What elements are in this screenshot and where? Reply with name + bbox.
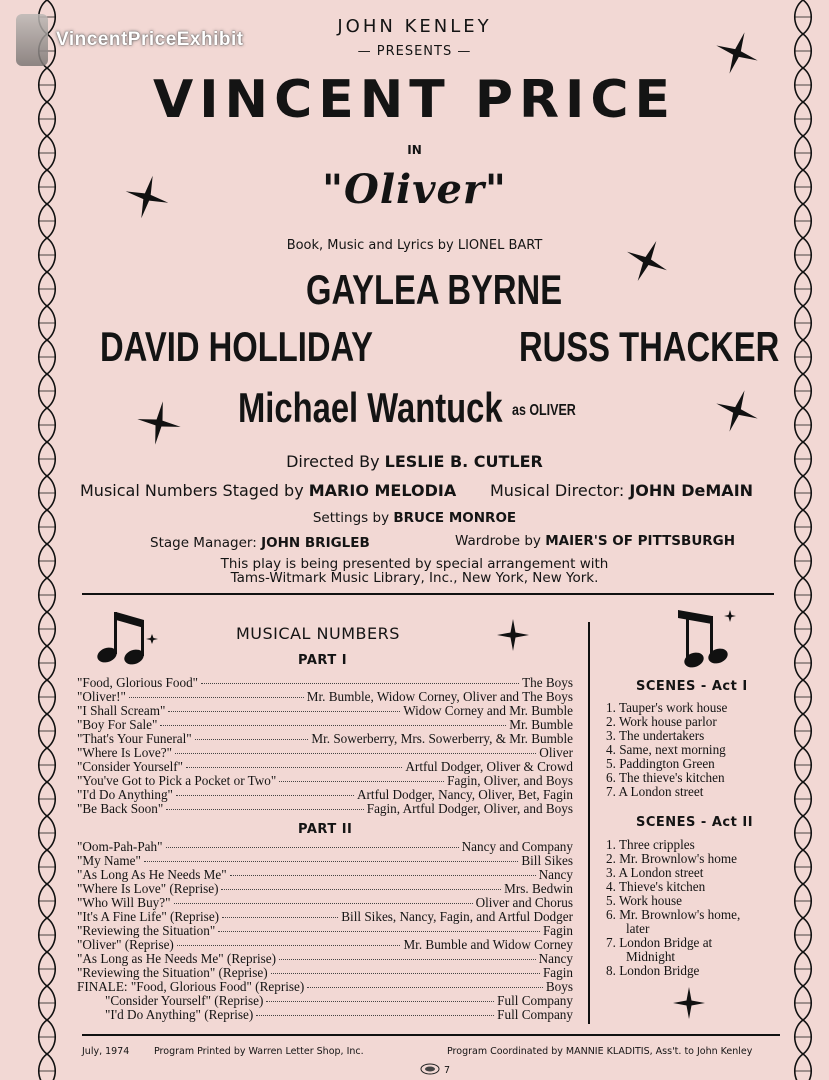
song-performers: Nancy and Company [461,839,573,854]
song-title: "Where Is Love?" [77,745,172,760]
watermark-text: VincentPriceExhibit [56,29,244,50]
song-title: "Oom-Pah-Pah" [77,839,163,854]
song-row [77,909,573,923]
footer-date: July, 1974 [82,1046,130,1057]
song-title: "Reviewing the Situation" [77,923,216,938]
song-performers: Full Company [497,1007,573,1022]
cast-lead-3: RUSS THACKER [519,323,780,370]
song-title: "Where Is Love" (Reprise) [77,881,219,896]
song-row [77,787,573,801]
divider-top [82,593,774,595]
scene-item: 7. A London street [606,784,704,799]
union-bug-icon [420,1063,440,1075]
song-row [77,731,573,745]
director-label: Directed By [286,452,380,471]
director-name: LESLIE B. CUTLER [384,452,543,471]
dot-leader [174,903,473,904]
star-icon [136,400,182,446]
song-performers: Mr. Bumble, Widow Corney, Oliver and The Boys [306,689,573,704]
star-icon [496,618,530,652]
song-performers: Boys [545,979,573,994]
song-title: "As Long as He Needs Me" (Reprise) [77,951,277,966]
song-performers: Widow Corney and Mr. Bumble [403,703,573,718]
ornamental-border-right [790,0,816,1080]
dot-leader [218,931,540,932]
song-row [77,965,573,979]
song-row [105,1007,573,1021]
song-row [77,689,573,703]
song-title: "Who Will Buy?" [77,895,171,910]
song-performers: Full Company [497,993,573,1008]
dot-leader [230,875,536,876]
song-performers: Mr. Sowerberry, Mrs. Sowerberry, & Mr. Bumble [311,731,573,746]
settings-name: BRUCE MONROE [393,510,517,526]
arrangement-line-2: Tams-Witmark Music Library, Inc., New York, New York. [230,570,599,586]
staging-name: MARIO MELODIA [308,481,457,500]
in-label: IN [407,143,422,157]
scene-item: later [626,921,650,936]
scene-item: 4. Thieve's kitchen [606,879,706,894]
stage-manager-name: JOHN BRIGLEB [261,535,370,551]
song-row [77,703,573,717]
scene-item: Midnight [626,949,676,964]
song-row [77,773,573,787]
song-title: "Food, Glorious Food" [77,675,199,690]
scene-item: 8. London Bridge [606,963,700,978]
dot-leader [129,697,304,698]
divider-bottom [82,1034,780,1036]
footer-printer: Program Printed by Warren Letter Shop, Inc. [154,1046,364,1057]
song-performers: Mr. Bumble [509,717,573,732]
dot-leader [279,959,536,960]
song-title: "Oliver!" [77,689,126,704]
md-name: JOHN DeMAIN [629,481,754,500]
dot-leader [279,781,444,782]
dot-leader [266,1001,494,1002]
song-row [77,895,573,909]
cast-lead-2: DAVID HOLLIDAY [100,323,374,370]
star-icon [714,388,760,434]
dot-leader [160,725,506,726]
song-row [77,923,573,937]
song-performers: Nancy [538,951,573,966]
wardrobe-line [455,533,735,549]
dot-leader [222,917,338,918]
director-line [0,452,829,471]
song-performers: Mr. Bumble and Widow Corney [403,937,573,952]
scene-item: 1. Tauper's work house [606,700,728,715]
wardrobe-name: MAIER'S OF PITTSBURGH [545,533,736,549]
ornamental-border-left [34,0,60,1080]
dot-leader [195,739,309,740]
staging-line [80,481,456,500]
song-title: "As Long As He Needs Me" [77,867,227,882]
song-performers: Artful Dodger, Oliver & Crowd [405,759,573,774]
song-title: "I'd Do Anything" [77,787,173,802]
stage-manager-line [150,535,370,551]
song-row [105,993,573,1007]
song-performers: Fagin [542,923,573,938]
song-row [77,839,573,853]
dot-leader [144,861,518,862]
song-title: FINALE: "Food, Glorious Food" (Reprise) [77,979,305,994]
musical-numbers-title: MUSICAL NUMBERS [236,624,400,643]
scene-item: 6. The thieve's kitchen [606,770,725,785]
dot-leader [168,711,400,712]
song-performers: Nancy [538,867,573,882]
song-title: "I'd Do Anything" (Reprise) [105,1007,254,1022]
song-row [77,717,573,731]
part-1-title: PART I [298,653,348,668]
md-line [490,481,753,500]
music-notes-icon [86,604,158,666]
dot-leader [177,945,401,946]
scenes-act-1-title: SCENES - Act I [636,679,748,694]
song-row [77,881,573,895]
dot-leader [256,1015,494,1016]
song-row [77,951,573,965]
presenter: JOHN KENLEY [337,16,492,37]
scene-item: 3. The undertakers [606,728,705,743]
song-title: "Boy For Sale" [77,717,158,732]
scene-item: 5. Work house [606,893,682,908]
wardrobe-label: Wardrobe by [455,533,541,549]
star-icon [672,986,706,1020]
dot-leader [221,889,501,890]
dot-leader [307,987,543,988]
song-performers: Fagin, Oliver, and Boys [447,773,573,788]
staging-label: Musical Numbers Staged by [80,481,304,500]
scene-item: 1. Three cripples [606,837,695,852]
song-title: "Oliver" (Reprise) [77,937,174,952]
scene-item: 3. A London street [606,865,704,880]
stage-manager-label: Stage Manager: [150,535,257,551]
divider-vertical [588,622,590,1024]
scene-item: 6. Mr. Brownlow's home, [606,907,741,922]
song-row [77,937,573,951]
star-icon [714,30,760,76]
cast-lead-4: Michael Wantuck [238,384,503,431]
scene-item: 2. Mr. Brownlow's home [606,851,737,866]
song-row [77,979,573,993]
settings-label: Settings by [312,510,390,526]
song-performers: Oliver and Chorus [475,895,573,910]
song-row [77,759,573,773]
dot-leader [166,809,364,810]
dot-leader [186,767,402,768]
song-performers: Artful Dodger, Nancy, Oliver, Bet, Fagin [357,787,573,802]
song-performers: Bill Sikes, Nancy, Fagin, and Artful Dodger [341,909,573,924]
song-title: "You've Got to Pick a Pocket or Two" [77,773,277,788]
song-title: "I Shall Scream" [77,703,166,718]
scene-item: 2. Work house parlor [606,714,717,729]
part-2-title: PART II [298,822,353,837]
song-performers: Fagin [542,965,573,980]
song-performers: Fagin, Artful Dodger, Oliver, and Boys [366,801,573,816]
cast-lead-1: GAYLEA BYRNE [306,266,563,313]
dot-leader [201,683,519,684]
md-label: Musical Director: [490,481,625,500]
star-name: VINCENT PRICE [152,70,677,130]
scenes-act-2-title: SCENES - Act II [636,815,754,830]
settings-line [0,510,829,526]
page-number: 7 [444,1065,451,1076]
song-title: "It's A Fine Life" (Reprise) [77,909,220,924]
song-title: "That's Your Funeral" [77,731,192,746]
song-performers: Bill Sikes [521,853,573,868]
music-notes-icon [672,604,744,670]
song-row [77,675,573,689]
song-row [77,853,573,867]
song-performers: Oliver [539,745,573,760]
scene-item: 7. London Bridge at [606,935,713,950]
song-title: "Consider Yourself" [77,759,184,774]
song-title: "My Name" [77,853,141,868]
song-performers: The Boys [522,675,573,690]
dot-leader [166,847,459,848]
song-performers: Mrs. Bedwin [504,881,573,896]
dot-leader [271,973,540,974]
footer-coordinator: Program Coordinated by MANNIE KLADITIS, Ass't. to John Kenley [447,1046,753,1057]
dot-leader [176,795,354,796]
song-title: "Consider Yourself" (Reprise) [105,993,264,1008]
song-row [77,867,573,881]
scene-item: 5. Paddington Green [606,756,715,771]
book-credit: Book, Music and Lyrics by LIONEL BART [286,238,543,253]
song-row [77,745,573,759]
arrangement-line-1: This play is being presented by special arrangement with [220,556,609,572]
song-row [77,801,573,815]
presents-line: — PRESENTS — [357,44,472,59]
song-title: "Reviewing the Situation" (Reprise) [77,965,268,980]
cast-lead-4-role: as OLIVER [512,402,576,419]
star-icon [124,174,170,220]
song-title: "Be Back Soon" [77,801,164,816]
star-icon [624,238,670,284]
show-title: "Oliver" [322,166,507,213]
dot-leader [175,753,536,754]
scene-item: 4. Same, next morning [606,742,726,757]
